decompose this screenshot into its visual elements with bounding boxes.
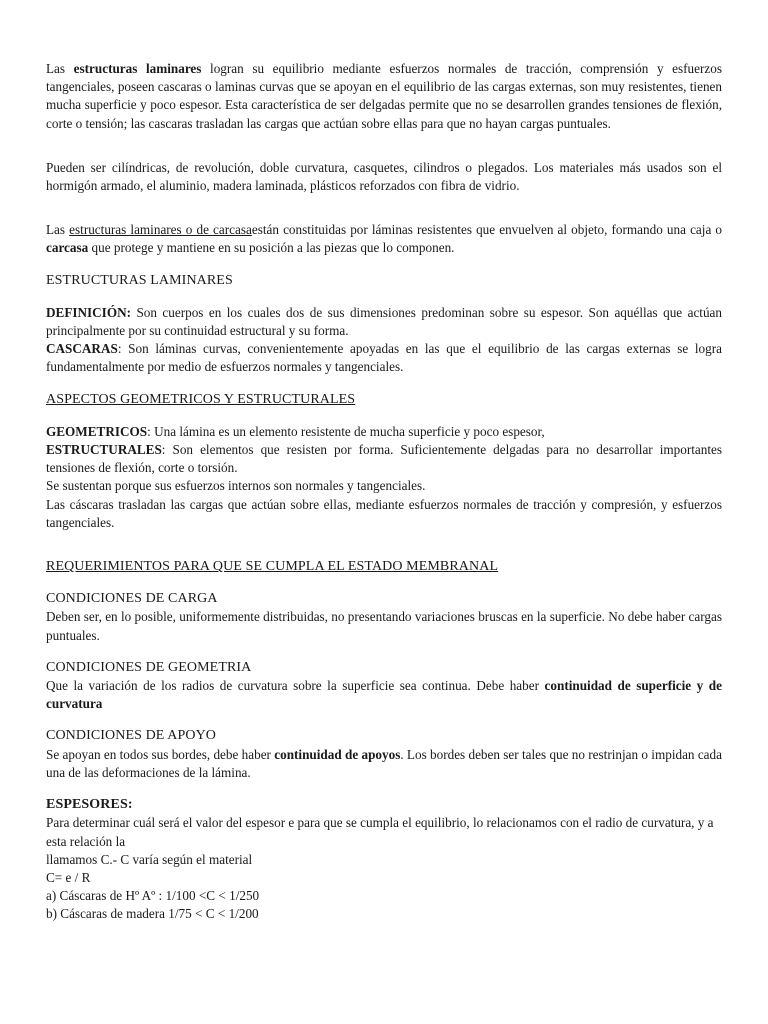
espesores-item-b: b) Cáscaras de madera 1/75 < C < 1/200 [46,906,259,922]
heading-aspectos: ASPECTOS GEOMETRICOS Y ESTRUCTURALES [46,391,356,407]
apoyo-paragraph: Se apoyan en todos sus bordes, debe haber continuidad de apoyos. Los bordes deben ser tales que no restrinjan o impidan cada una de las deformaciones de la lámina. [46,746,722,780]
carcasa-paragraph: Las estructuras laminares o de carcasaestán constituidas por láminas resistentes que envuelven al objeto, formando una caja o carcasa que protege y mantiene en su posición a las piezas que lo componen. [46,222,723,256]
heading-condiciones-carga: CONDICIONES DE CARGA [46,591,218,607]
espesores-item-a: a) Cáscaras de Hº Aº : 1/100 <C < 1/250 [46,888,260,904]
heading-condiciones-geometria: CONDICIONES DE GEOMETRIA [46,659,252,675]
term-carcasa: carcasa [46,240,89,256]
document-page [46,60,722,924]
carga-paragraph: Deben ser, en lo posible, uniformemente distribuidas, no presentando variaciones bruscas en la superficie. No debe haber cargas puntuales. [46,609,722,643]
types-paragraph: Pueden ser cilíndricas, de revolución, doble curvatura, casquetes, cilindros o plegados. Los materiales más usados son el hormigón armado, el aluminio, madera laminada, plásticos reforzados con fibra de vidrio. [46,159,722,194]
heading-estructuras-laminares: ESTRUCTURAS LAMINARES [46,272,233,288]
carcasa-link[interactable]: estructuras laminares o de carcasa [69,222,252,238]
sustentan-paragraph: Se sustentan porque sus esfuerzos internos son normales y tangenciales. [46,478,426,494]
geometricos-paragraph: GEOMETRICOS: Una lámina es un elemento resistente de mucha superficie y poco espesor, [46,423,545,439]
definition-paragraph: DEFINICIÓN: Son cuerpos en los cuales dos de sus dimensiones predominan sobre su espesor. Son aquéllas que actúan principalmente por su continuidad estructural y su forma. [46,304,722,339]
trasladan-paragraph: Las cáscaras trasladan las cargas que actúan sobre ellas, mediante esfuerzos normales de tracción y compresión, y esfuerzos tangenciales. [46,496,722,530]
geometricos-label: GEOMETRICOS [46,423,148,439]
espesores-formula: C= e / R [46,869,91,885]
estructurales-label: ESTRUCTURALES [46,442,162,458]
espesores-line-1: Para determinar cuál será el valor del espesor e para que se cumpla el equilibrio, lo relacionamos con el radio de curvatura, y a esta relación la [46,815,714,849]
term-continuidad-apoyos: continuidad de apoyos [274,746,401,762]
heading-espesores: ESPESORES: [46,797,133,813]
intro-paragraph: Las estructuras laminares logran su equilibrio mediante esfuerzos normales de tracción, comprensión y esfuerzos tangenciales, poseen cascaras o laminas curvas que se apoyan en el equilibrio de las cargas externas, son muy resistentes, tienen mucha superficie y poco espesor. Esta característica de ser delgadas permite que no se desarrollen grandes tensiones de flexión, corte o tensión; las cascaras trasladan las cargas que actúan sobre ellas para que no hayan cargas puntuales. [46,61,722,131]
heading-requerimientos: REQUERIMIENTOS PARA QUE SE CUMPLA EL ESTADO MEMBRANAL [46,559,499,575]
geometria-paragraph: Que la variación de los radios de curvatura sobre la superficie sea continua. Debe haber continuidad de superficie y de curvatura [46,678,722,712]
cascaras-paragraph: CASCARAS: Son láminas curvas, convenientemente apoyadas en las que el equilibrio de las cargas externas se logra fundamentalmente por medio de esfuerzos normales y tangenciales. [46,341,722,375]
definition-label: DEFINICIÓN: [46,304,131,320]
heading-condiciones-apoyo: CONDICIONES DE APOYO [46,728,217,744]
espesores-line-2: llamamos C.- C varía según el material [46,851,253,867]
estructurales-paragraph: ESTRUCTURALES: Son elementos que resisten por forma. Suficientemente delgadas para no desarrollar importantes tensiones de flexión, corte o torsión. [46,442,722,476]
term-continuidad-superficie: continuidad de superficie y de curvatura [46,678,722,712]
cascaras-label: CASCARAS [46,341,118,357]
term-estructuras-laminares: estructuras laminares [73,61,202,76]
